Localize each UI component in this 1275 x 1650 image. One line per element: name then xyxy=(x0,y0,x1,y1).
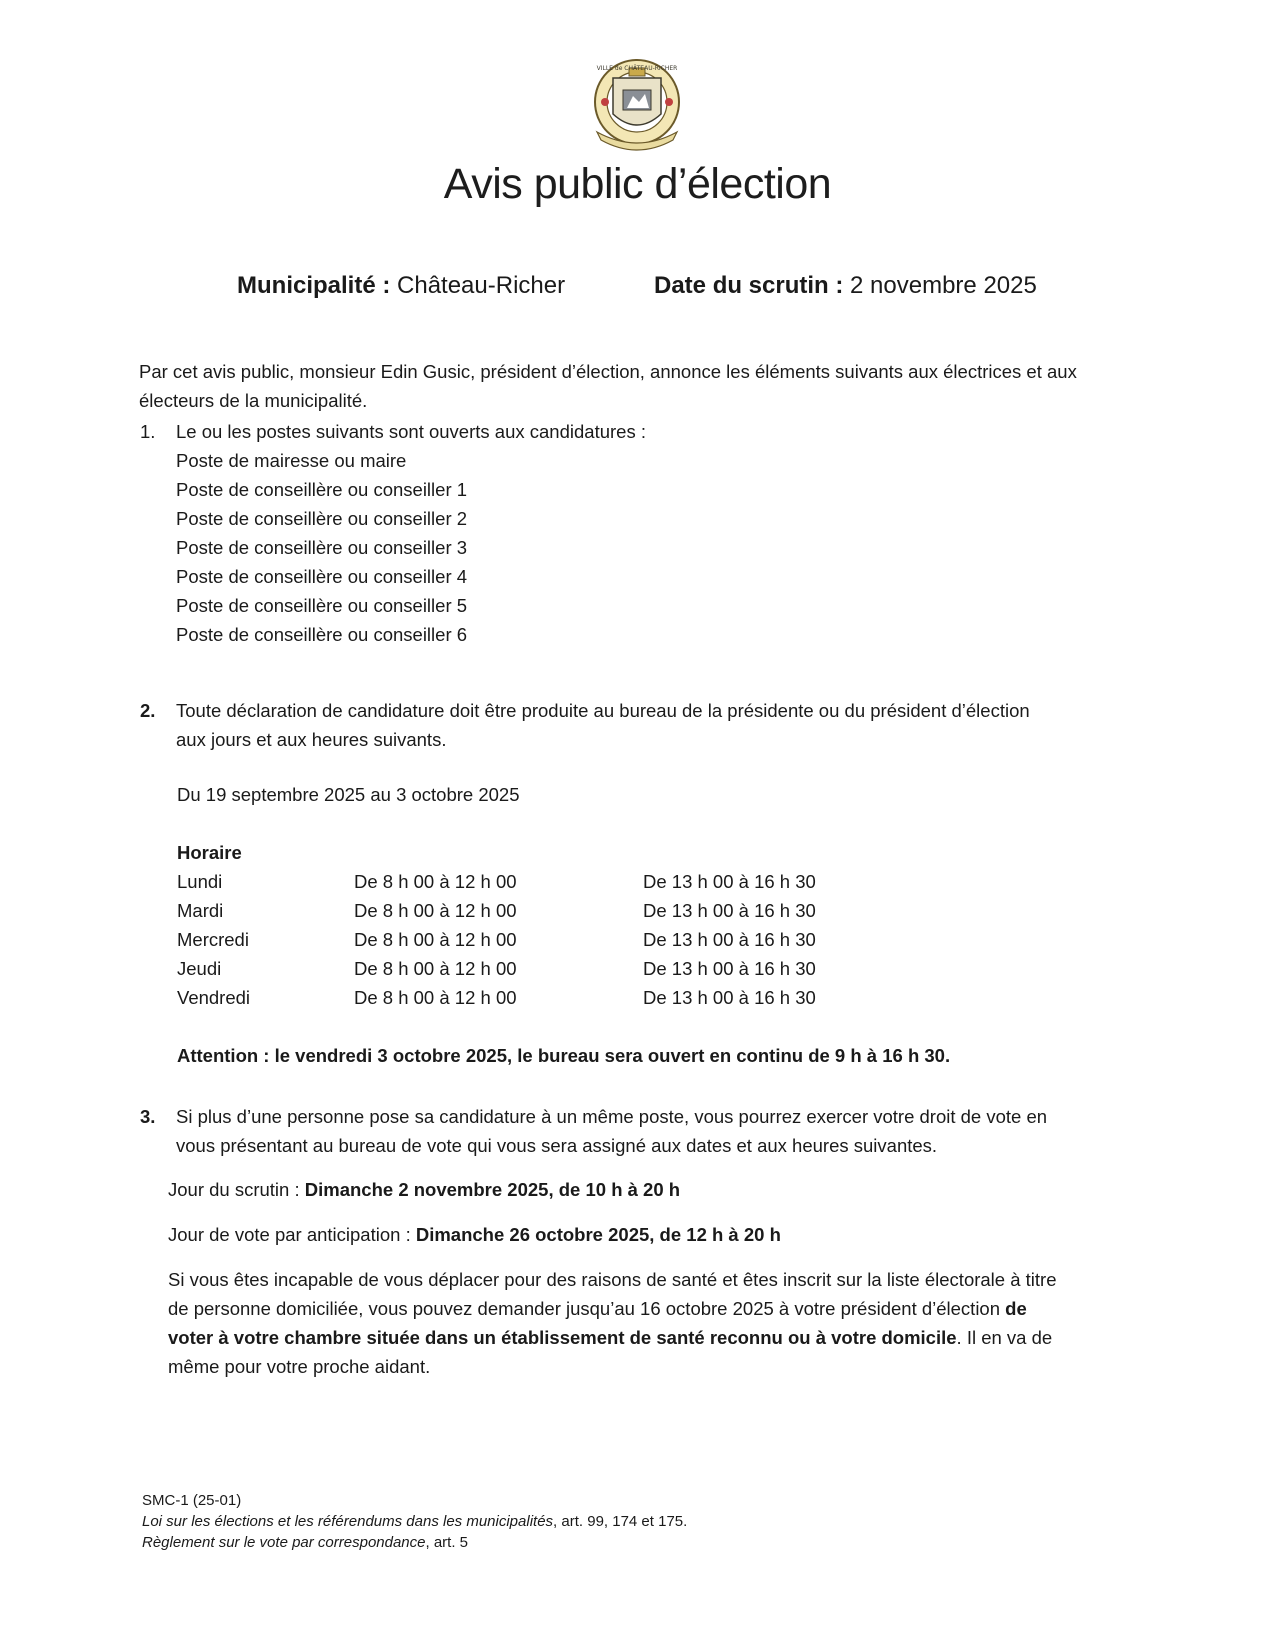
regulation-articles: , art. 5 xyxy=(425,1534,469,1551)
schedule-day: Jeudi xyxy=(177,958,222,979)
regulation-reference xyxy=(142,1532,687,1553)
section-1-list xyxy=(176,417,646,649)
health-line-2 xyxy=(168,1294,1148,1323)
schedule-row xyxy=(177,867,877,896)
advance-vote-label: Jour de vote par anticipation : xyxy=(168,1224,416,1245)
section-1-lead: Le ou les postes suivants sont ouverts aux candidatures : xyxy=(176,421,646,442)
vote-day-value: Dimanche 2 novembre 2025, de 10 h à 20 h xyxy=(304,1179,681,1200)
post-item: Poste de mairesse ou maire xyxy=(176,450,407,471)
schedule-day: Mardi xyxy=(177,900,224,921)
election-date-value: 2 novembre 2025 xyxy=(850,272,1037,299)
health-line-2-plain: de personne domiciliée, vous pouvez demander jusqu’au 16 octobre 2025 à votre président d’élection xyxy=(168,1298,1006,1319)
schedule-afternoon: De 13 h 00 à 16 h 30 xyxy=(643,958,816,979)
section-2-line-2: aux jours et aux heures suivants. xyxy=(176,729,447,750)
footer xyxy=(142,1490,687,1553)
health-line-3 xyxy=(168,1323,1148,1352)
logo-text: VILLE de CHÂTEAU-RICHER xyxy=(596,65,678,72)
schedule-morning: De 8 h 00 à 12 h 00 xyxy=(354,987,517,1008)
law-reference xyxy=(142,1511,687,1532)
intro-paragraph: Par cet avis public, monsieur Edin Gusic, président d’élection, annonce les éléments suivants aux électrices et aux électeurs de la municipalité. xyxy=(139,361,1077,411)
municipality-label: Municipalité : xyxy=(237,272,391,299)
section-2-number: 2. xyxy=(140,700,156,721)
municipal-coat-of-arms-logo xyxy=(583,56,691,160)
schedule-morning: De 8 h 00 à 12 h 00 xyxy=(354,958,517,979)
schedule-afternoon: De 13 h 00 à 16 h 30 xyxy=(643,871,816,892)
schedule-heading: Horaire xyxy=(177,842,242,863)
section-3-line-2: vous présentant au bureau de vote qui vous sera assigné aux dates et aux heures suivantes. xyxy=(176,1135,938,1156)
health-line-4: même pour votre proche aidant. xyxy=(168,1356,431,1377)
post-item: Poste de conseillère ou conseiller 3 xyxy=(176,537,468,558)
schedule-afternoon: De 13 h 00 à 16 h 30 xyxy=(643,900,816,921)
form-code: SMC-1 (25-01) xyxy=(142,1492,242,1509)
section-2-line-1: Toute déclaration de candidature doit être produite au bureau de la présidente ou du président d’élection xyxy=(176,700,1030,721)
municipality-value: Château-Richer xyxy=(397,272,566,299)
post-item: Poste de conseillère ou conseiller 4 xyxy=(176,566,468,587)
health-line-3-bold: voter à votre chambre située dans un établissement de santé reconnu ou à votre domicile xyxy=(168,1327,957,1348)
regulation-title: Règlement sur le vote par correspondance xyxy=(142,1534,426,1551)
submission-period: Du 19 septembre 2025 au 3 octobre 2025 xyxy=(177,784,520,805)
advance-vote-value: Dimanche 26 octobre 2025, de 12 h à 20 h xyxy=(415,1224,781,1245)
schedule-day: Lundi xyxy=(177,871,223,892)
post-item: Poste de conseillère ou conseiller 6 xyxy=(176,624,468,645)
schedule-afternoon: De 13 h 00 à 16 h 30 xyxy=(643,987,816,1008)
health-line-2-bold: de xyxy=(1005,1298,1027,1319)
section-3-text xyxy=(176,1102,1047,1160)
law-articles: , art. 99, 174 et 175. xyxy=(553,1513,688,1530)
vote-day xyxy=(168,1175,680,1204)
post-item: Poste de conseillère ou conseiller 5 xyxy=(176,595,468,616)
schedule-morning: De 8 h 00 à 12 h 00 xyxy=(354,900,517,921)
schedule-row xyxy=(177,983,877,1012)
law-title: Loi sur les élections et les référendums dans les municipalités xyxy=(142,1513,554,1530)
advance-vote-day xyxy=(168,1220,781,1249)
schedule-day: Mercredi xyxy=(177,929,249,950)
schedule-morning: De 8 h 00 à 12 h 00 xyxy=(354,929,517,950)
section-1-number: 1. xyxy=(140,421,156,442)
election-date-label: Date du scrutin : xyxy=(654,272,844,299)
election-date xyxy=(654,272,1037,300)
health-line-3-plain: . Il en va de xyxy=(956,1327,1053,1348)
schedule-row xyxy=(177,925,877,954)
health-line-1: Si vous êtes incapable de vous déplacer pour des raisons de santé et êtes inscrit sur la liste électorale à titre xyxy=(168,1269,1057,1290)
schedule-row xyxy=(177,954,877,983)
schedule-row xyxy=(177,896,877,925)
post-item: Poste de conseillère ou conseiller 1 xyxy=(176,479,468,500)
page-title: Avis public d’élection xyxy=(443,160,832,208)
schedule-day: Vendredi xyxy=(177,987,251,1008)
health-paragraph xyxy=(168,1265,1148,1381)
vote-day-label: Jour du scrutin : xyxy=(168,1179,305,1200)
attention-notice: Attention : le vendredi 3 octobre 2025, le bureau sera ouvert en continu de 9 h à 16 h 30. xyxy=(177,1045,951,1066)
schedule-morning: De 8 h 00 à 12 h 00 xyxy=(354,871,517,892)
section-3-number: 3. xyxy=(140,1106,156,1127)
municipality xyxy=(237,272,565,300)
section-3-line-1: Si plus d’une personne pose sa candidature à un même poste, vous pourrez exercer votre droit de vote en xyxy=(176,1106,1048,1127)
schedule-afternoon: De 13 h 00 à 16 h 30 xyxy=(643,929,816,950)
post-item: Poste de conseillère ou conseiller 2 xyxy=(176,508,468,529)
section-2-text xyxy=(176,696,1030,754)
